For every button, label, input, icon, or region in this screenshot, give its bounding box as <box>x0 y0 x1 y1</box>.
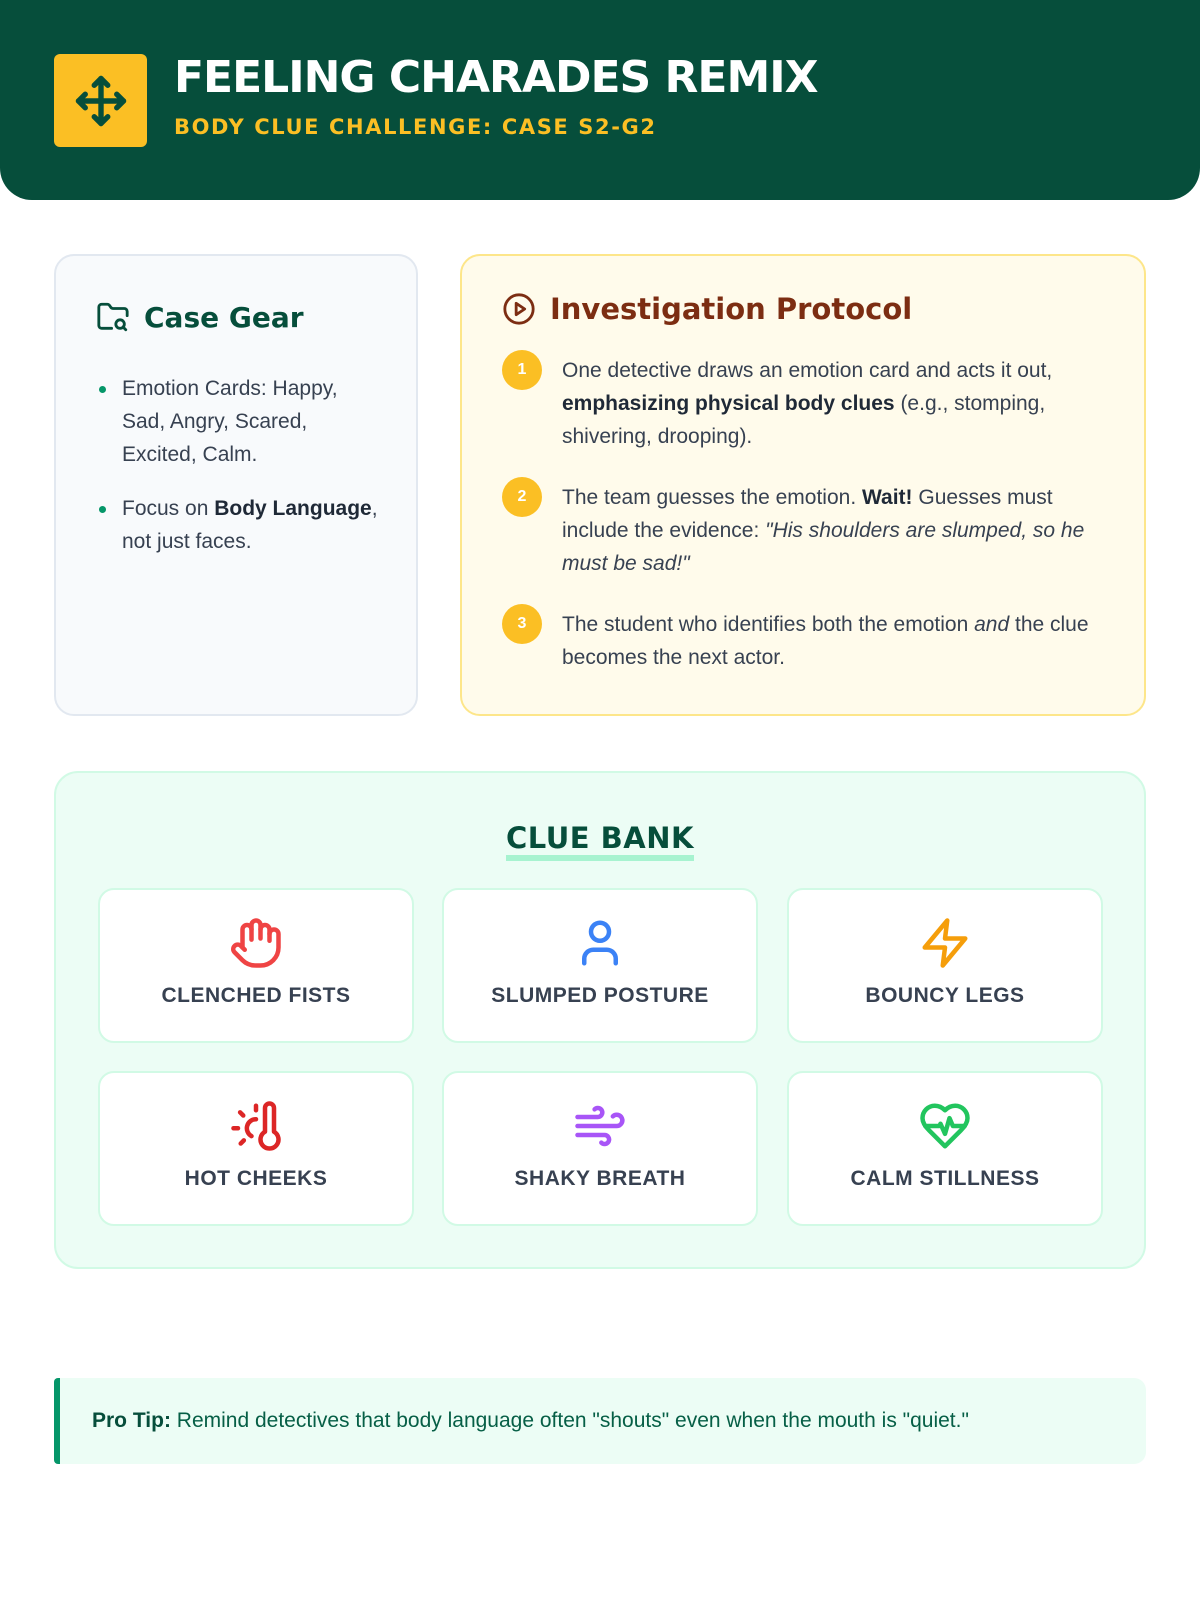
clue-card <box>787 1071 1103 1226</box>
clue-card <box>98 888 414 1043</box>
lightning-icon <box>918 916 972 970</box>
clue-label: CLENCHED FISTS <box>161 984 351 1007</box>
list-item-text: , not just faces. <box>122 497 378 553</box>
step-number: 3 <box>502 604 542 644</box>
case-gear-heading <box>96 300 304 334</box>
list-item-text: Focus on <box>122 497 215 520</box>
clue-label: HOT CHEEKS <box>184 1167 328 1190</box>
protocol-step <box>502 481 1112 580</box>
move-arrows-icon <box>54 54 147 147</box>
list-item-emphasis: Body Language <box>214 497 372 520</box>
clue-bank-title: CLUE BANK <box>56 821 1144 861</box>
protocol-heading <box>502 292 912 326</box>
pro-tip-text <box>92 1406 969 1436</box>
clue-card <box>442 1071 758 1226</box>
play-circle-icon <box>502 292 536 326</box>
case-gear-card <box>54 254 418 716</box>
step-number: 1 <box>502 350 542 390</box>
pro-tip <box>54 1378 1146 1464</box>
case-gear-list <box>96 372 386 579</box>
wind-icon <box>573 1099 627 1153</box>
protocol-title: Investigation Protocol <box>550 292 913 326</box>
page-subtitle: BODY CLUE CHALLENGE: CASE S2-G2 <box>174 115 657 139</box>
clue-card <box>787 888 1103 1043</box>
user-icon <box>573 916 627 970</box>
step-text: The student who identifies both the emotion and the clue becomes the next actor. <box>562 613 1089 669</box>
page-title: FEELING CHARADES REMIX <box>174 52 818 103</box>
case-gear-title: Case Gear <box>144 300 304 334</box>
step-text: The team guesses the emotion. Wait! Guesses must include the evidence: "His shoulders are slumped, so he must be sad!" <box>562 486 1085 575</box>
clue-label: SHAKY BREATH <box>514 1167 686 1190</box>
list-item-text: Emotion Cards: Happy, Sad, Angry, Scared, Excited, Calm. <box>122 377 338 466</box>
folder-search-icon <box>96 300 130 334</box>
heart-pulse-icon <box>918 1099 972 1153</box>
step-text: One detective draws an emotion card and acts it out, emphasizing physical body clues (e.g., stomping, shivering, drooping). <box>562 359 1053 448</box>
protocol-step <box>502 608 1112 674</box>
pro-tip-body: Remind detectives that body language often "shouts" even when the mouth is "quiet." <box>170 1409 969 1432</box>
hand-icon <box>229 916 283 970</box>
clue-label: SLUMPED POSTURE <box>491 984 709 1007</box>
clue-label: CALM STILLNESS <box>850 1167 1040 1190</box>
clue-bank <box>54 771 1146 1269</box>
clue-card <box>442 888 758 1043</box>
clue-card <box>98 1071 414 1226</box>
protocol-step <box>502 354 1112 453</box>
step-number: 2 <box>502 477 542 517</box>
list-item <box>96 492 386 558</box>
list-item <box>96 372 386 471</box>
pro-tip-label: Pro Tip: <box>92 1409 171 1432</box>
thermometer-sun-icon <box>229 1099 283 1153</box>
page-header <box>0 0 1200 200</box>
clue-label: BOUNCY LEGS <box>865 984 1025 1007</box>
protocol-card <box>460 254 1146 716</box>
